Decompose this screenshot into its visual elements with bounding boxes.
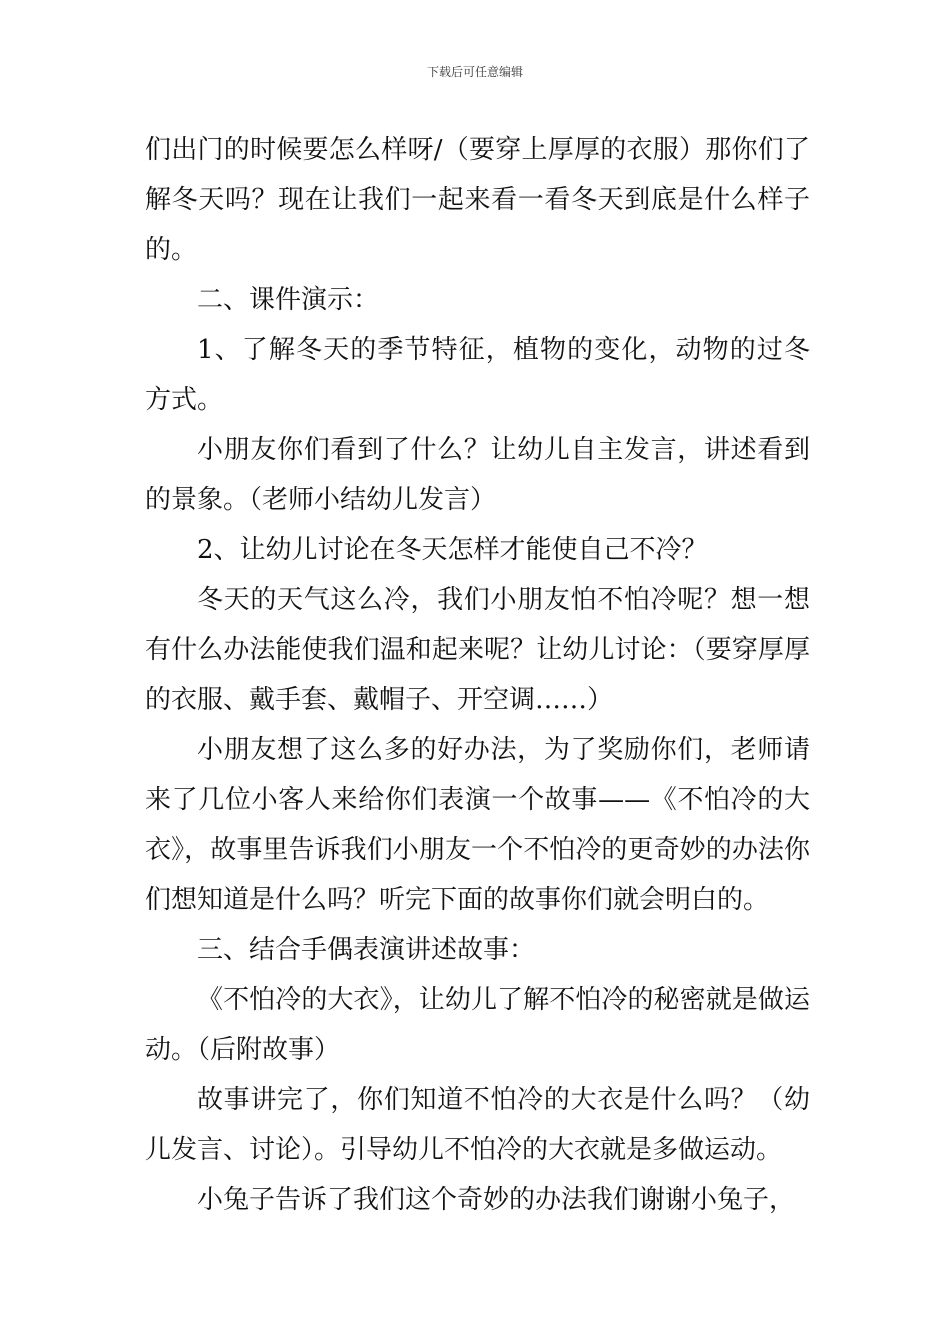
list-item-winter-features: 1、了解冬天的季节特征，植物的变化，动物的过冬方式。	[145, 335, 810, 415]
paragraph-cold-weather: 冬天的天气这么冷，我们小朋友怕不怕冷呢？想一想有什么办法能使我们温和起来呢？让幼儿讨论：（要穿厚厚的衣服、戴手套、戴帽子、开空调……）	[145, 585, 810, 715]
paragraph-intro-continuation: 们出门的时候要怎么样呀/（要穿上厚厚的衣服）那你们了解冬天吗？现在让我们一起来看一看冬天到底是什么样子的。	[145, 135, 810, 265]
section-heading-puppet-story: 三、结合手偶表演讲述故事：	[197, 935, 536, 965]
list-item-discussion: 2、让幼儿讨论在冬天怎样才能使自己不冷？	[197, 535, 708, 565]
paragraph-thank-rabbit: 小兔子告诉了我们这个奇妙的办法我们谢谢小兔子，	[197, 1185, 796, 1215]
section-heading-courseware-demo: 二、课件演示：	[197, 285, 380, 315]
page-header: 下载后可任意编辑	[426, 65, 523, 79]
paragraph-story-discussion: 故事讲完了，你们知道不怕冷的大衣是什么吗？（幼儿发言、讨论）。引导幼儿不怕冷的大衣就是多做运动。	[145, 1085, 810, 1165]
paragraph-story-intro: 小朋友想了这么多的好办法，为了奖励你们，老师请来了几位小客人来给你们表演一个故事——《不怕冷的大衣》，故事里告诉我们小朋友一个不怕冷的更奇妙的办法你们想知道是什么吗？听完下面的故事你们就会明白的。	[145, 735, 810, 915]
paragraph-what-did-you-see: 小朋友你们看到了什么？让幼儿自主发言，讲述看到的景象。（老师小结幼儿发言）	[145, 435, 810, 515]
paragraph-story-title: 《不怕冷的大衣》，让幼儿了解不怕冷的秘密就是做运动。（后附故事）	[145, 985, 810, 1065]
document-body	[145, 125, 810, 1225]
